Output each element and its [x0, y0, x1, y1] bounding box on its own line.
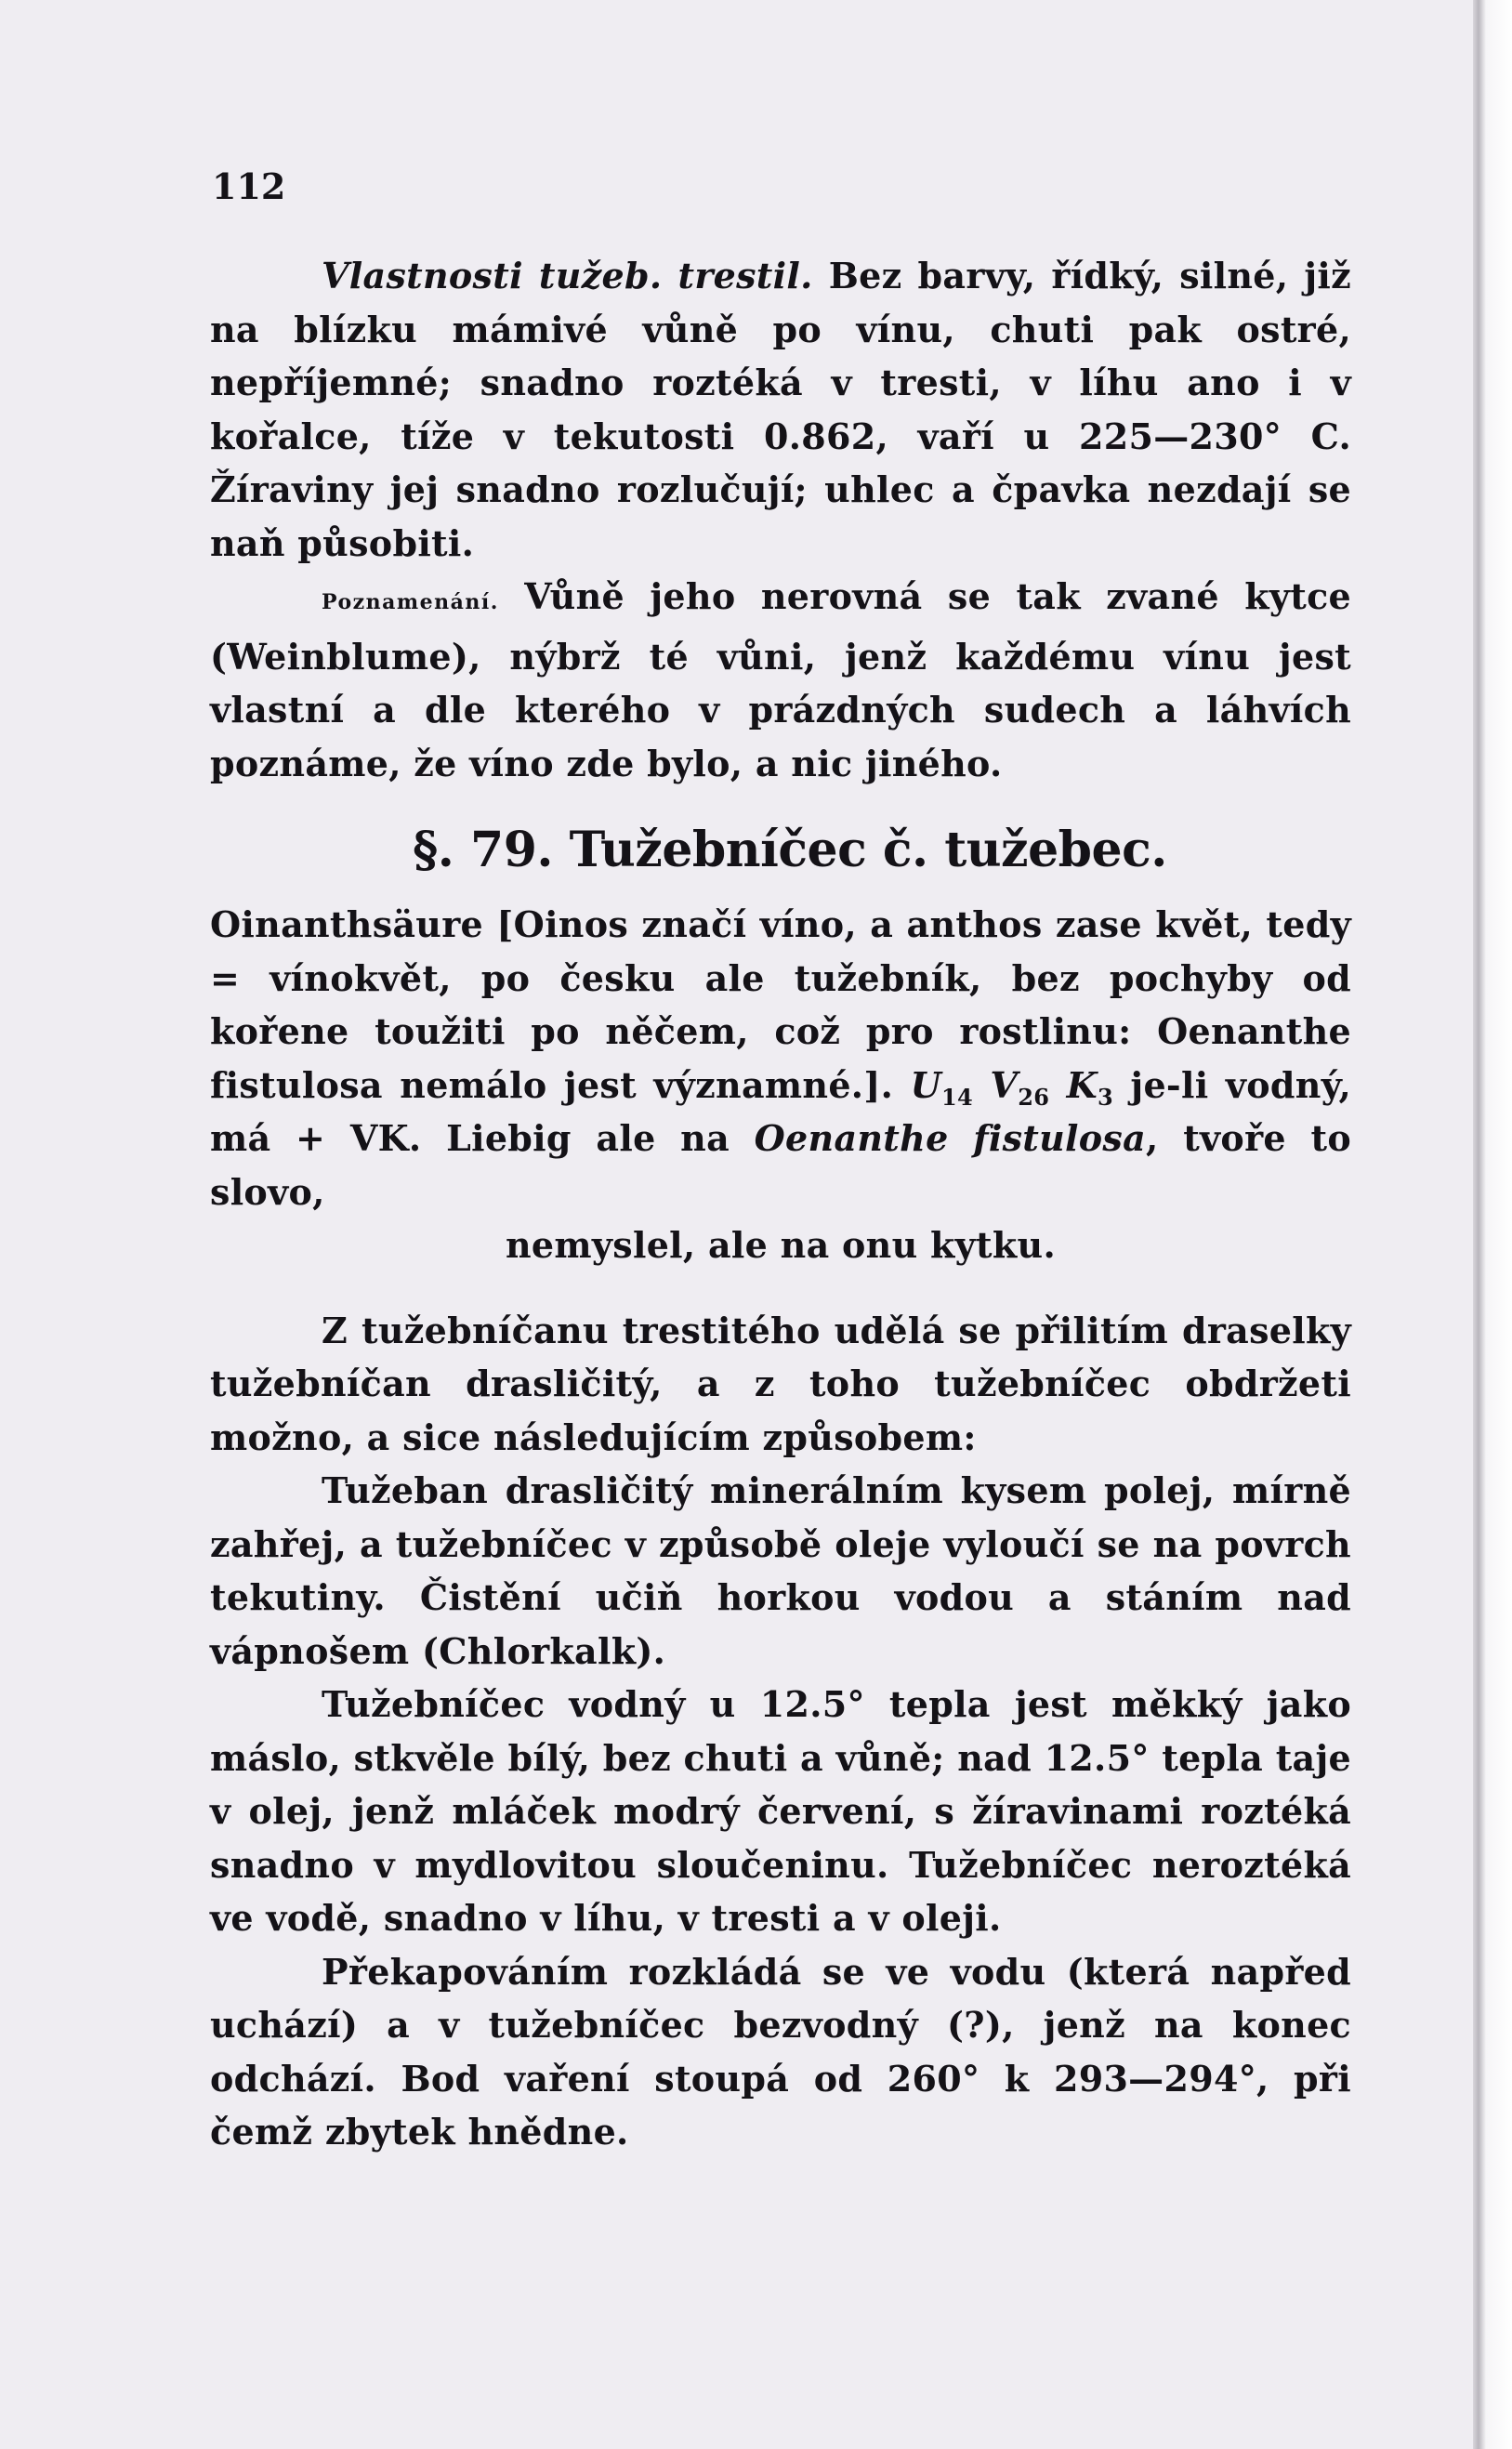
properties-paragraph	[210, 249, 1351, 570]
properties-lead: Vlastnosti tužeb. trestil.	[322, 255, 813, 296]
paragraph-1: Z tužebníčanu trestitého udělá se přilitím draselky tužebníčan drasličitý, a z toho tužebníčec obdržeti možno, a sice následujícím způsobem:	[210, 1309, 1351, 1458]
definition-last-line: nemyslel, ale na onu kytku.	[505, 1224, 1057, 1266]
page-number: 112	[212, 165, 286, 207]
paragraph-4: Překapováním rozkládá se ve vodu (která napřed uchází) a v tužebníčec bezvodný (?), jenž na konec odchází. Bod vaření stoupá od 260° k 293—294°, při čemž zbytek hnědne.	[210, 1950, 1351, 2153]
note-label: Poznamenání.	[322, 590, 499, 614]
page-body	[210, 249, 1351, 2159]
definition-text-a: Oinanthsäure [Oinos značí víno, a anthos zase květ, tedy = vínokvět, po česku ale tužebník, bez pochyby od kořene toužiti po něčem, což pro rostlinu: Oenanthe fistulosa nemálo jest významné.].	[210, 903, 1351, 1106]
formula-v-sub: 26	[1018, 1083, 1050, 1111]
paragraph-3: Tužebníčec vodný u 12.5° tepla jest měkký jako máslo, stkvěle bílý, bez chuti a vůně; nad 12.5° tepla taje v olej, jenž mláček modrý červení, s žíravinami roztéká snadno v mydlovitou sloučeninu. Tužebníčec neroztéká ve vodě, snadno v líhu, v tresti a v oleji.	[210, 1683, 1351, 1939]
definition-paragraph	[210, 898, 1351, 1218]
formula-u-sub: 14	[941, 1083, 974, 1111]
formula-u: U	[910, 1063, 942, 1106]
definition-text-b: je-li vodný, má + VK. Liebig ale na	[210, 1063, 1351, 1159]
definition-text-c: , tvoře to slovo,	[210, 1117, 1351, 1213]
paragraph-gap	[210, 1272, 1351, 1304]
note-text: Vůně jeho nerovná se tak zvané kytce (Weinblume), nýbrž té vůni, jenž každému vínu jest vlastní a dle kterého v prázdných sudech a láhvích poznáme, že víno zde bylo, a nic jiného.	[210, 575, 1351, 784]
note-paragraph	[210, 570, 1351, 790]
definition-italic: Oenanthe fistulosa	[754, 1117, 1147, 1159]
formula-v: V	[973, 1063, 1019, 1106]
page-edge	[1473, 0, 1512, 2449]
formula-k: K	[1049, 1063, 1098, 1106]
section-heading: §. 79. Tužebníčec č. tužebec.	[413, 822, 1167, 878]
formula-k-sub: 3	[1097, 1083, 1113, 1111]
paragraph-2: Tužeban drasličitý minerálním kysem polej, mírně zahřej, a tužebníčec v způsobě oleje vyloučí se na povrch tekutiny. Čistění učiň horkou vodou a stáním nad vápnošem (Chlorkalk).	[210, 1469, 1351, 1672]
properties-text: Bez barvy, řídký, silné, již na blízku mámivé vůně po vínu, chuti pak ostré, nepříjemné; snadno roztéká v tresti, v líhu ano i v kořalce, tíže v tekutosti 0.862, vaří u 225—230° C. Žíraviny jej snadno rozlučují; uhlec a čpavka nezdají se naň působiti.	[210, 255, 1352, 564]
